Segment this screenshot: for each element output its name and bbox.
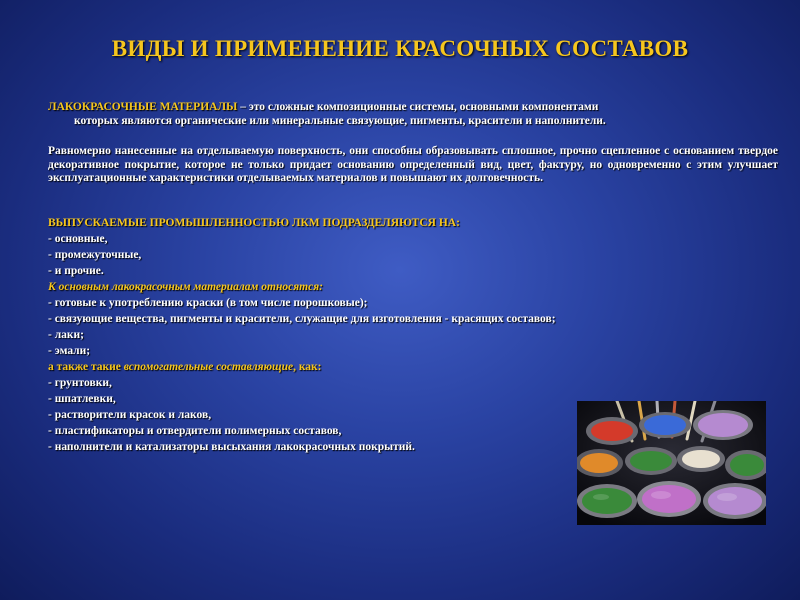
main-materials-heading: К основным лакокрасочным материалам относятся: (48, 281, 323, 293)
paint-cans-photo (577, 401, 766, 525)
list-item: - промежуточные, (48, 249, 142, 261)
list-heading: ВЫПУСКАЕМЫЕ ПРОМЫШЛЕННОСТЬЮ ЛКМ ПОДРАЗДЕЛЯЮТСЯ НА: (48, 217, 460, 229)
list-item: - шпатлевки, (48, 393, 116, 405)
list-item: - и прочие. (48, 265, 104, 277)
list-item: - грунтовки, (48, 377, 112, 389)
slide-title: ВИДЫ И ПРИМЕНЕНИЕ КРАСОЧНЫХ СОСТАВОВ (111, 36, 689, 61)
list-item: - растворители красок и лаков, (48, 409, 212, 421)
auxiliary-prefix: а также такие (48, 361, 124, 373)
list-item: - эмали; (48, 345, 91, 357)
auxiliary-italic: вспомогательные составляющие (123, 361, 294, 373)
description-paragraph: Равномерно нанесенные на отделываемую поверхность, они способны образовывать сплошное, прочно сцепленное с основанием твердое декоративное покрытие, которое не только придает основанию определенный вид, цвет, фактуру, но одновременно с этим улучшает эксплуатационные характеристики отделываемых материалов и повышают их долговечность. (48, 145, 778, 184)
list-item: - связующие вещества, пигменты и красители, служащие для изготовления - красящих составов; (48, 313, 556, 325)
list-item: - наполнители и катализаторы высыхания лакокрасочных покрытий. (48, 441, 415, 453)
auxiliary-suffix: , как: (293, 361, 322, 373)
intro-definition (48, 101, 778, 128)
auxiliary-heading (48, 359, 778, 375)
intro-term: ЛАКОКРАСОЧНЫЕ МАТЕРИАЛЫ (48, 101, 238, 113)
list-item: - лаки; (48, 329, 84, 341)
intro-text-line2: которых являются органические или минеральные связующие, пигменты, красители и наполнители. (74, 114, 606, 127)
list-item: - основные, (48, 233, 108, 245)
intro-text-line1: – это сложные композиционные системы, основными компонентами (237, 101, 599, 113)
list-item: - пластификаторы и отвердители полимерных составов, (48, 425, 342, 437)
open-paint-cans-icon (577, 401, 766, 525)
list-item: - готовые к употреблению краски (в том числе порошковые); (48, 297, 368, 309)
